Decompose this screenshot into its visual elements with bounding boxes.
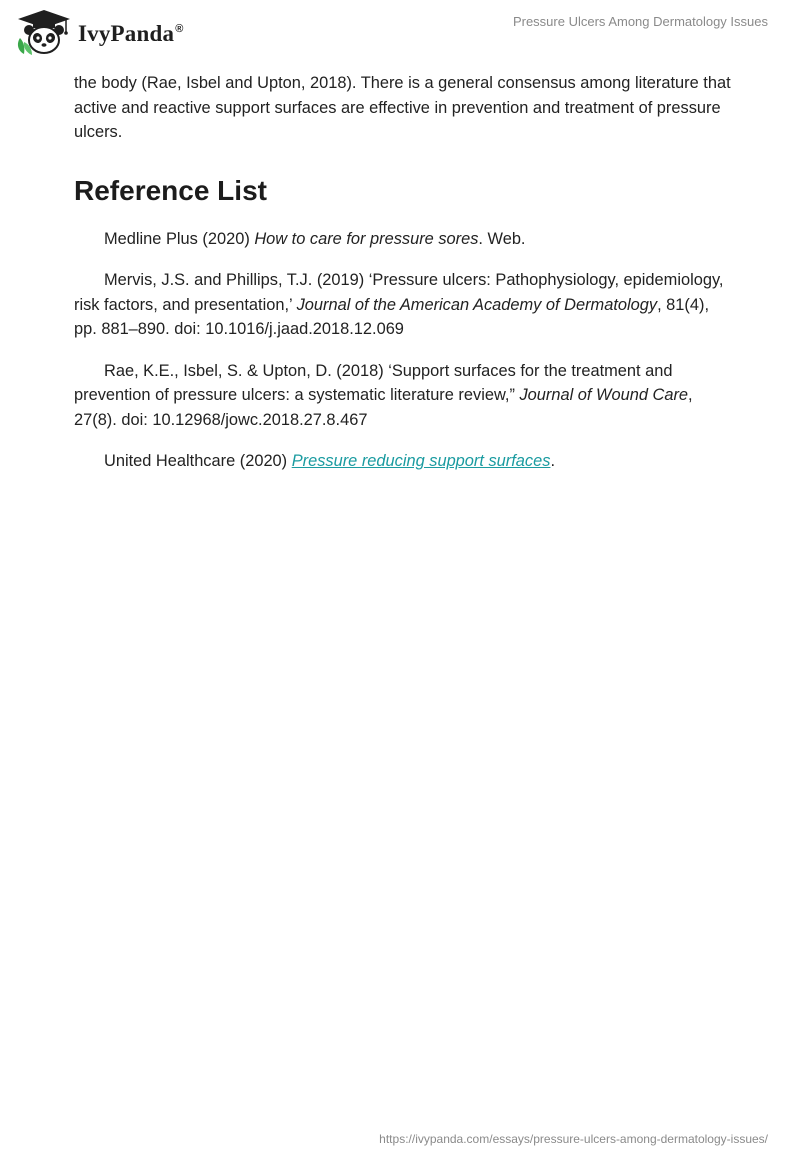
site-logo[interactable] bbox=[14, 8, 184, 58]
reference-list-heading: Reference List bbox=[74, 174, 267, 206]
reference-title: Journal of the American Academy of Dermatology bbox=[296, 295, 658, 314]
intro-paragraph: the body (Rae, Isbel and Upton, 2018). There is a general consensus among literature that active and reactive support surfaces are effective in prevention and treatment of pressure ulcers. bbox=[74, 74, 731, 141]
footer-source-url[interactable]: https://ivypanda.com/essays/pressure-ulcers-among-dermatology-issues/ bbox=[379, 1132, 768, 1146]
reference-link[interactable]: Pressure reducing support surfaces bbox=[291, 452, 551, 470]
reference-item: Medline Plus (2020) How to care for pressure sores. Web. bbox=[104, 229, 526, 248]
logo-wordmark: IvyPanda® bbox=[78, 21, 184, 46]
document-body bbox=[74, 71, 734, 491]
document-header-title: Pressure Ulcers Among Dermatology Issues bbox=[512, 14, 768, 29]
reference-title: Journal of Wound Care bbox=[519, 386, 689, 404]
reference-item: Mervis, J.S. and Phillips, T.J. (2019) ‘Pressure ulcers: Pathophysiology, epidemiology, risk factors, and presentation,’ Journal of the American Academy of Dermatology, 81(4), pp. 881–890. doi: 10.1016/j.jaad.2018.12.069 bbox=[74, 271, 724, 338]
reference-item: Rae, K.E., Isbel, S. & Upton, D. (2018) ‘Support surfaces for the treatment and prevention of pressure ulcers: a systematic literature review,” Journal of Wound Care, 27(8). doi: 10.12968/jowc.2018.27.8.467 bbox=[74, 361, 693, 429]
panda-graduate-icon bbox=[14, 8, 74, 58]
reference-title: How to care for pressure sores bbox=[254, 229, 479, 248]
reference-item: United Healthcare (2020) Pressure reducing support surfaces. bbox=[104, 452, 555, 470]
